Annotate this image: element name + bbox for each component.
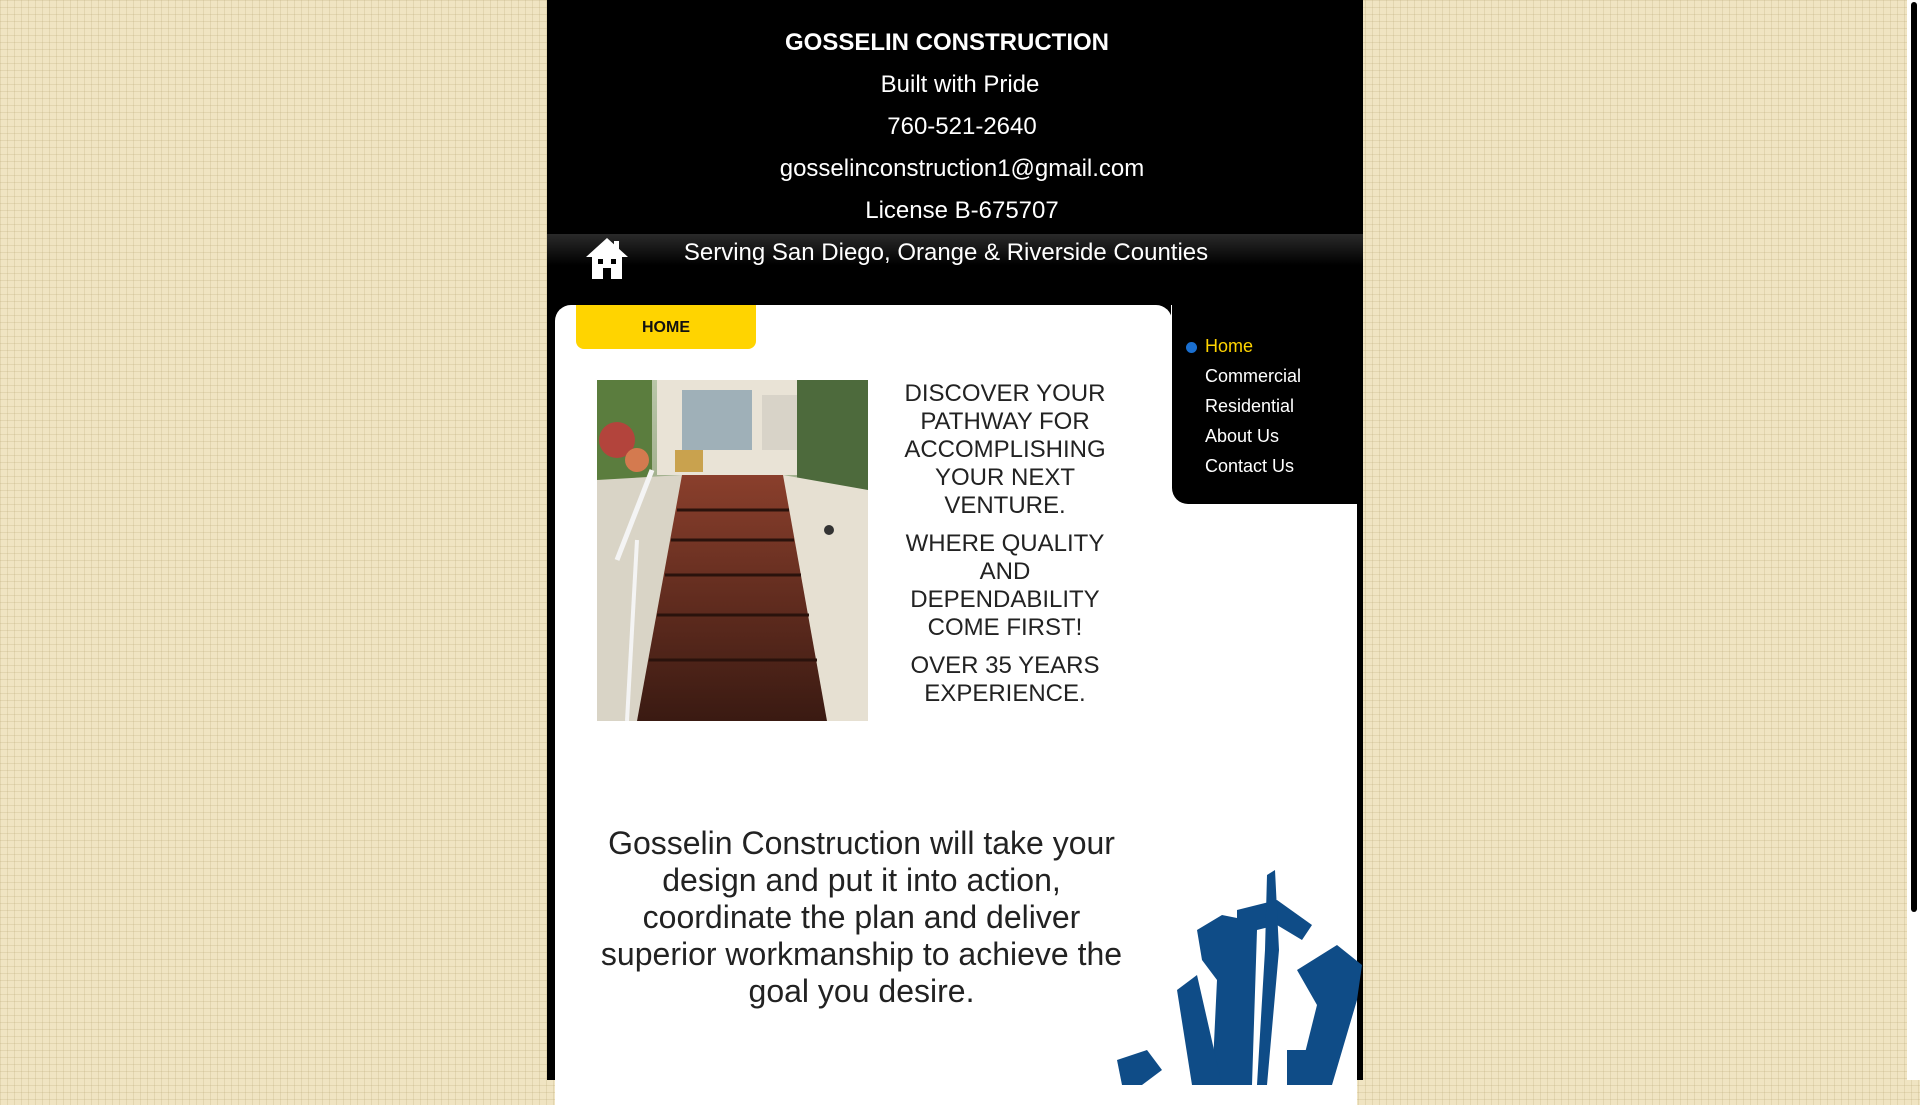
nav-item-commercial[interactable] [1172,361,1357,391]
nav-item-label: Home [1205,336,1254,356]
nav-item-about-us[interactable] [1172,421,1357,451]
promo-text [890,380,1120,718]
scrollbar-thumb[interactable] [1911,2,1917,912]
promo-line-3: OVER 35 YEARS EXPERIENCE. [910,652,1100,707]
intro-paragraph: Gosselin Construction will take your design and put it into action, coordinate the plan and deliver superior workmanship to achieve the goal you desire. [600,825,1123,1009]
nav-item-label: Commercial [1205,366,1302,386]
page-scrollbar[interactable] [1907,0,1920,1080]
service-area: Serving San Diego, Orange & Riverside Counties [683,239,1209,266]
nav-item-contact-us[interactable] [1172,451,1357,481]
company-name: GOSSELIN CONSTRUCTION [784,29,1109,56]
nav-item-residential[interactable] [1172,391,1357,421]
main-content [555,305,1172,1105]
promo-line-2: WHERE QUALITY AND DEPENDABILITY COME FIRST! [905,530,1105,641]
nav-item-home[interactable] [1172,331,1357,361]
tab-home[interactable]: HOME [576,305,756,349]
promo-line-1: DISCOVER YOUR PATHWAY FOR ACCOMPLISHING YOUR NEXT VENTURE. [904,380,1106,519]
license-number: License B-675707 [865,197,1059,224]
nav-item-label: About Us [1205,426,1280,446]
tagline: Built with Pride [880,71,1040,98]
nav-item-label: Residential [1205,396,1295,416]
sidebar-nav [1172,305,1357,504]
phone-number: 760-521-2640 [887,113,1037,140]
house-icon[interactable] [584,235,630,281]
bullet-dot-icon [1186,342,1197,353]
nav-item-label: Contact Us [1205,456,1295,476]
entry-stairs-photo [597,380,868,721]
email-address: gosselinconstruction1@gmail.com [779,155,1145,182]
tools-logo-icon [1117,870,1367,1085]
page-container [547,0,1363,1080]
site-header [547,0,1363,300]
